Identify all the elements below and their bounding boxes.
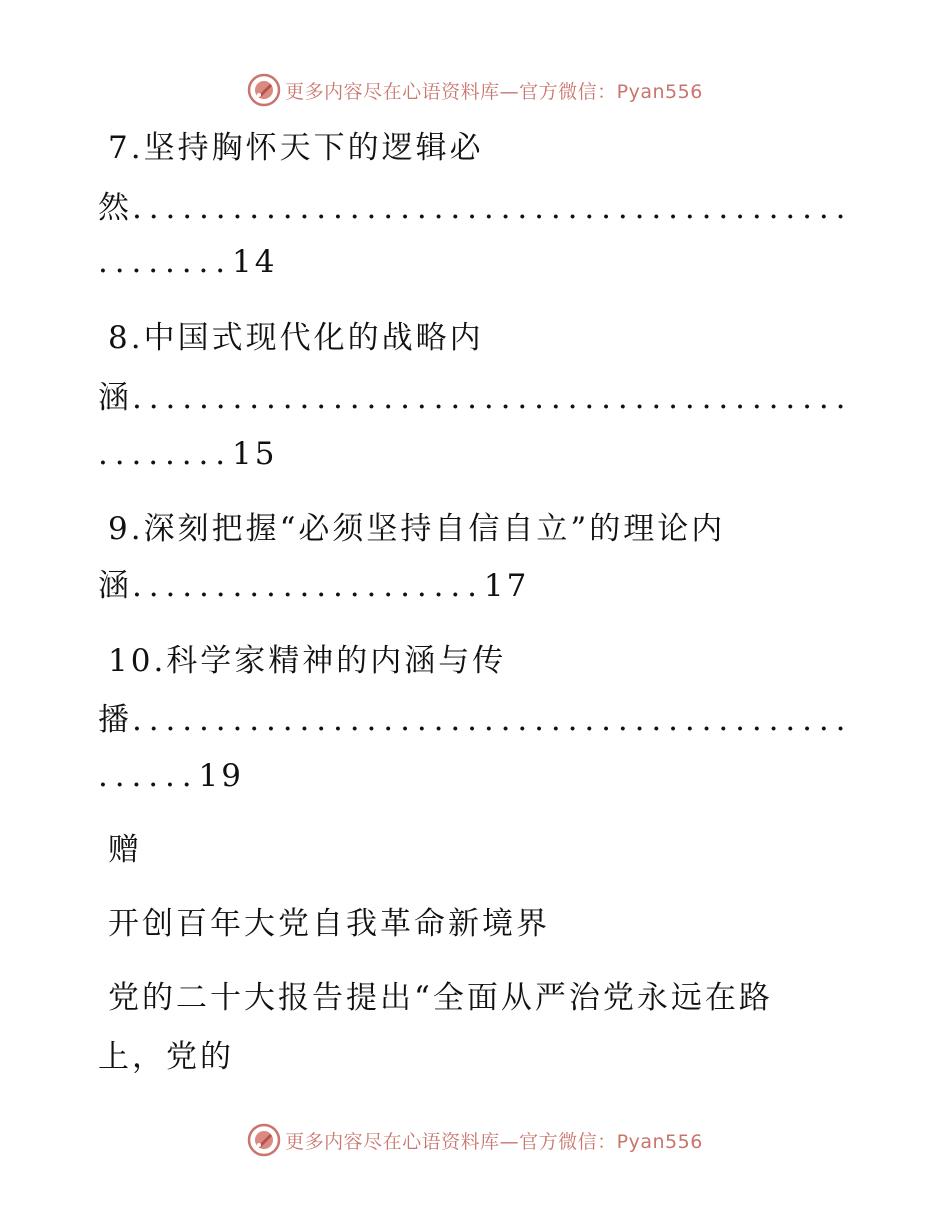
gift-label: 赠 — [108, 832, 142, 868]
toc-item-10-title: 10.科学家精神的内涵与传 — [108, 643, 507, 679]
pen-nib-circle-icon — [247, 73, 281, 107]
toc-item-8-leader — [98, 378, 852, 418]
toc-item-10-leader — [98, 700, 852, 740]
toc-item-9-leader — [98, 566, 529, 606]
watermark-contact: —官方微信：Pyan556 — [499, 1130, 703, 1153]
toc-item-7-lead: 然 — [98, 190, 132, 226]
paragraph-line-2: 上，党的 — [98, 1039, 234, 1075]
header-watermark — [0, 70, 950, 110]
toc-item-8-page: 15 — [232, 436, 278, 472]
toc-item-7-dots-2: ........ — [98, 244, 233, 280]
toc-item-8-title: 8.中国式现代化的战略内 — [108, 320, 484, 356]
toc-item-10-page-line — [98, 756, 244, 796]
toc-item-7-dots: ........................................... — [132, 190, 853, 226]
toc-item-9-dots: ..................... — [132, 568, 484, 604]
toc-item-9-lead: 涵 — [98, 568, 132, 604]
toc-item-8-dots-2: ........ — [98, 436, 233, 472]
toc-item-8-page-line — [98, 434, 278, 474]
toc-item-9-title: 9.深刻把握“必须坚持自信自立”的理论内 — [108, 511, 726, 547]
watermark-brand: 更多内容尽在心语资料库 — [285, 1130, 500, 1153]
toc-item-10-lead: 播 — [98, 702, 132, 738]
toc-item-7-title: 7.坚持胸怀天下的逻辑必 — [108, 130, 484, 166]
toc-item-8-lead: 涵 — [98, 380, 132, 416]
paragraph-line-1: 党的二十大报告提出“全面从严治党永远在路 — [108, 980, 773, 1016]
toc-item-9-page: 17 — [483, 568, 530, 604]
toc-item-10-page: 19 — [198, 758, 244, 794]
watermark-brand: 更多内容尽在心语资料库 — [285, 80, 500, 103]
toc-item-8-dots: ........................................... — [132, 380, 853, 416]
section-heading: 开创百年大党自我革命新境界 — [108, 906, 550, 942]
toc-item-10-dots: ........................................... — [132, 702, 853, 738]
toc-item-7-page-line — [98, 242, 278, 282]
toc-item-7-page: 14 — [232, 244, 278, 280]
footer-watermark — [0, 1120, 950, 1160]
toc-item-10-dots-2: ...... — [98, 758, 199, 794]
watermark-contact: —官方微信：Pyan556 — [499, 80, 703, 103]
pen-nib-circle-icon — [247, 1123, 281, 1157]
toc-item-7-leader — [98, 188, 852, 228]
